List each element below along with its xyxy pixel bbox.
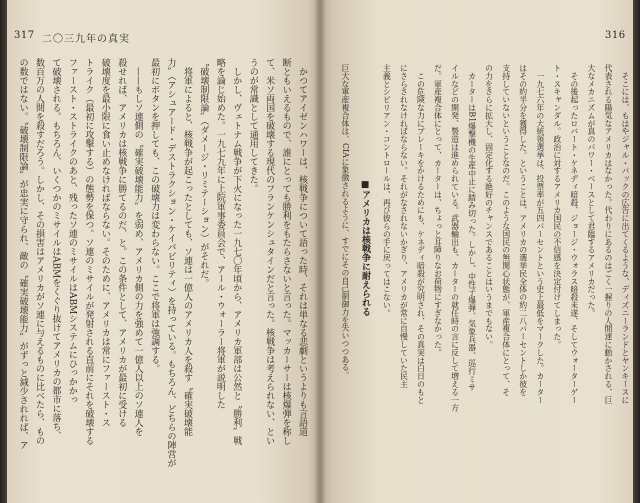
text-column: その後起ったロバート・ケネディ暗殺、ジョージ・ウォラス暗殺未遂、そしてウォーターゲー xyxy=(569,64,579,404)
text-column: 一九七六年の大統領選挙は、投票率が五四パーセントという史上最低をマークした。カーター xyxy=(535,64,545,404)
page-gutter xyxy=(314,0,326,503)
text-column: 断ともいえるもので、誰にとっても勝利をもたらさないと言った。マッカーサーは核爆弾を称し xyxy=(280,58,291,445)
right-page-number: 316 xyxy=(605,30,626,41)
scan-edge-right xyxy=(633,0,640,503)
text-column: かつてアイゼンハワーは、核戦争について語った時、それは単なる悲劇というよりも言語道 xyxy=(297,58,307,436)
text-column: だ。軍産複合体にとって、カーターは、ちょっと耳障りなお荷物にすぎなかった。 xyxy=(433,64,443,357)
text-column: 支持していないということなのだ。このような国民の無関心状態が、軍産複合体にとって、そ xyxy=(501,64,511,396)
section-lead-line: 巨大な軍産複合体は、CIAに象徴されるように、すでにその自己制御力を失いつつある。 xyxy=(341,64,350,380)
text-column: の数ではない。〝破壊制限論〟が忠実に守られ、敵の〝確実破壊能力〟がずっと減少されれば、ア xyxy=(17,58,28,450)
text-column: トライク（最初に攻撃する）の態勢を保つ。ソ連のミサイルが発射される直前にそれを破壊する xyxy=(83,58,94,445)
text-column: ト・スキャンダル。政治に対するアメリカ国民の不信感を決定付けてしまった。 xyxy=(552,64,562,349)
text-column: ——もしソ連側の〝確実破壊能力〟を弱め、アメリカ側の力を強めて一億人以上のソ連人を xyxy=(132,58,143,436)
text-column: しかし、ヴェトナム戦争が下火になった一九七〇年頃から、アメリカ軍部は公然と〝勝利〟戦 xyxy=(231,58,242,445)
text-column: うのが常識として通用してきた。 xyxy=(247,58,258,193)
text-column: にさらされなければならない。それがなされないかぎり、アメリカが常に自慢していた民主 xyxy=(399,64,409,388)
left-page-number: 317 xyxy=(14,30,35,41)
section-heading: ■アメリカは核戦争に耐えられる xyxy=(360,180,370,316)
text-column: はその約半分を獲得した。ということは、アメリカの選挙民全体の約二八パーセントしか彼を xyxy=(518,64,528,396)
text-column: の力をさらに拡大し、固定化する絶好のチャンスであることはいうまでもない。 xyxy=(484,64,494,349)
text-column: 略を論じ始めた。一九七九年に上院軍事委員会で、アール・ウォーラー将軍が説明した xyxy=(214,58,225,409)
text-column: 数百万の人間を殺すだろう。しかし、その損害はアメリカがソ連に与えるものに比べたら、もの xyxy=(34,58,44,445)
text-column: この危険な力にブレーキをかけるためにも、ケネディ暗殺が究明され、その真実は白日のもと xyxy=(416,64,426,404)
text-column: 力〟（アシュアード・デストラクション・ケイパビリティ）を持っている。もちろん、どちらの陣営が xyxy=(165,58,176,468)
text-column: 殺せれば、アメリカは核戦争に勝てるのだ、と。この条件として、アメリカが最初に受ける xyxy=(116,58,127,427)
text-column: 代表される陽気なアメリカはなかった。代わりにあるのはごく一握りの人間達に動かされる、巨 xyxy=(603,64,613,404)
text-column: イルなどの開発、製造は進められている。武器輸出も、カーターの就任時の言に反して増える一方 xyxy=(450,64,460,412)
right-page-text-block xyxy=(378,64,634,416)
left-page-text-block xyxy=(14,58,310,478)
scan-edge-left xyxy=(0,0,7,503)
text-column: 大なメカニズムが真のパワー・ベースとして君臨するアメリカだった。 xyxy=(586,64,596,317)
text-column: 〝破壊制限論〟（ダメージ・リミテーション）がそれだ。 xyxy=(198,58,209,288)
text-column: 主義とシビリアン・コントロールは、再び彼らの手に戻ってはこない。 xyxy=(382,64,392,317)
text-column: て破壊される。もちろん、いくつかのミサイルはABMをくぐり抜けてアメリカの都市に落ち、 xyxy=(50,58,61,441)
text-column: 破壊度を最小限に食い止めなければならない。そのために、アメリカは常にファースト・ス xyxy=(99,58,110,427)
text-column: ファースト・ストライクのあと、残ったソ連のミサイルはABMシステムにひっかかっ xyxy=(66,58,77,405)
text-column: カーターはB1爆撃機の生産中止に踏み切った。しかし、中性子爆弾、気象兵器、巡行ミサ xyxy=(467,64,477,391)
text-column: 将軍によると、核戦争が起こったとしても、ソ連は一億人のアメリカ人を殺す〝確実破壊能 xyxy=(181,58,192,436)
text-column: そこには、もはやジャル・パックの広告に出てくるような、ディズニーランドとヤンキースに xyxy=(621,64,630,404)
text-column: て、米ソ両国を破壊する現代のフランケンシュタインだと言った。核戦争は考えられない、とい xyxy=(264,58,275,445)
running-head-title: 二〇三九年の真実 xyxy=(42,34,130,45)
text-column: 最初にボタンを押しても、この破壊力は変わらない。ここで将軍は強調する。 xyxy=(149,58,160,373)
